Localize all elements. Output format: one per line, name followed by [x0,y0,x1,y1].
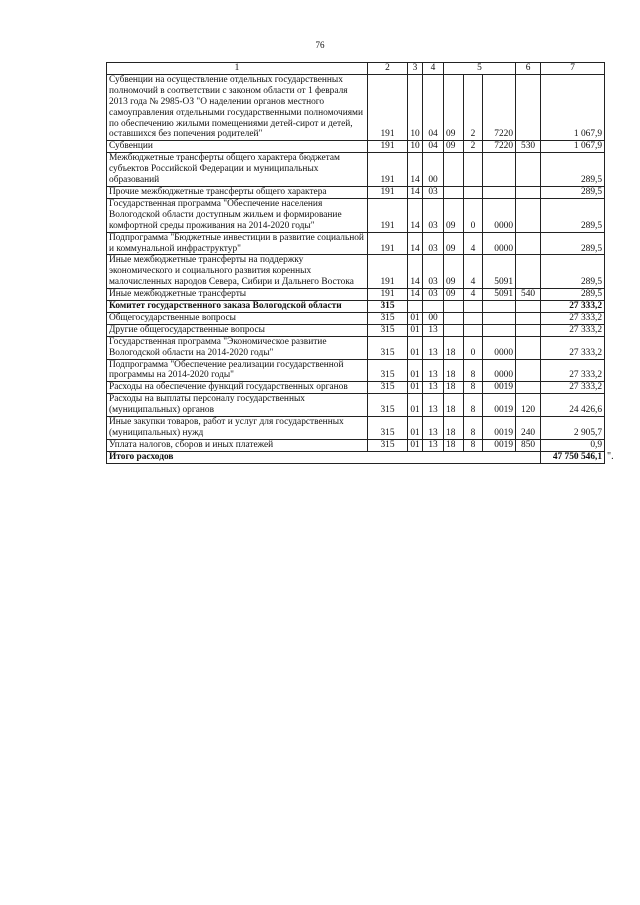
closing-quote: ". [607,450,614,462]
table-row [107,153,605,187]
direction-code: 0000 [483,359,516,382]
table-row [107,359,605,382]
amount: 0,9 [541,439,605,451]
subprogram-code: 4 [464,232,483,255]
program-code: 09 [444,255,464,289]
amount: 289,5 [541,153,605,187]
expense-type-code: 240 [516,417,541,440]
direction-code [483,186,516,198]
subsection-code: 03 [423,232,444,255]
subsection-code: 03 [423,289,444,301]
ministry-code: 191 [368,255,408,289]
direction-code: 7220 [483,74,516,140]
subprogram-code: 2 [464,141,483,153]
table-row [107,232,605,255]
table-row [107,324,605,336]
subprogram-code: 4 [464,255,483,289]
row-name: Межбюджетные трансферты общего характера бюджетам субъектов Российской Федерации и муниципальных образований [107,153,368,187]
table-row [107,417,605,440]
header-cell: 1 [107,63,368,75]
table-row [107,301,605,313]
program-code: 18 [444,417,464,440]
header-cell: 7 [541,63,605,75]
amount: 289,5 [541,255,605,289]
ministry-code: 191 [368,198,408,232]
subsection-code: 03 [423,198,444,232]
subprogram-code: 2 [464,74,483,140]
program-code [444,312,464,324]
subsection-code: 04 [423,141,444,153]
table-row [107,312,605,324]
amount: 2 905,7 [541,417,605,440]
subsection-code: 00 [423,153,444,187]
program-code: 18 [444,336,464,359]
direction-code: 0019 [483,417,516,440]
page-number: 76 [315,40,325,50]
expense-type-code [516,324,541,336]
subsection-code: 13 [423,382,444,394]
program-code: 09 [444,141,464,153]
program-code [444,301,464,313]
subsection-code: 13 [423,394,444,417]
table-row [107,255,605,289]
ministry-code: 315 [368,382,408,394]
direction-code: 0019 [483,439,516,451]
ministry-code: 315 [368,394,408,417]
table-row [107,336,605,359]
table-row [107,198,605,232]
subsection-code: 04 [423,74,444,140]
total-label: Итого расходов [107,451,541,463]
ministry-code: 315 [368,359,408,382]
direction-code: 0000 [483,232,516,255]
subsection-code: 03 [423,186,444,198]
subsection-code: 13 [423,417,444,440]
subsection-code: 00 [423,312,444,324]
row-name: Субвенции [107,141,368,153]
program-code: 18 [444,382,464,394]
amount: 27 333,2 [541,324,605,336]
direction-code: 5091 [483,255,516,289]
table-row [107,289,605,301]
amount: 289,5 [541,289,605,301]
section-code: 14 [408,186,423,198]
ministry-code: 315 [368,417,408,440]
expense-type-code [516,359,541,382]
direction-code [483,312,516,324]
direction-code: 7220 [483,141,516,153]
amount: 27 333,2 [541,312,605,324]
section-code: 01 [408,394,423,417]
section-code: 14 [408,153,423,187]
subprogram-code [464,186,483,198]
table-row [107,186,605,198]
ministry-code: 315 [368,312,408,324]
total-row [107,451,605,463]
section-code: 01 [408,312,423,324]
direction-code: 0000 [483,198,516,232]
subsection-code [423,301,444,313]
section-code: 14 [408,198,423,232]
amount: 27 333,2 [541,301,605,313]
row-name: Уплата налогов, сборов и иных платежей [107,439,368,451]
expense-type-code [516,74,541,140]
section-code: 01 [408,336,423,359]
expense-type-code [516,255,541,289]
subprogram-code [464,153,483,187]
table-row [107,74,605,140]
expense-type-code [516,301,541,313]
program-code: 18 [444,394,464,417]
section-code: 01 [408,417,423,440]
header-cell: 6 [516,63,541,75]
direction-code: 0000 [483,336,516,359]
table-row [107,439,605,451]
subsection-code: 13 [423,359,444,382]
amount: 289,5 [541,186,605,198]
subprogram-code [464,301,483,313]
ministry-code: 191 [368,186,408,198]
subprogram-code: 8 [464,382,483,394]
program-code: 18 [444,439,464,451]
row-name: Подпрограмма "Обеспечение реализации государственной программы на 2014-2020 годы" [107,359,368,382]
expense-type-code [516,186,541,198]
row-name: Субвенции на осуществление отдельных государственных полномочий в соответствии с законом области от 1 февраля 2013 года № 2985-ОЗ "О наделении органов местного самоуправления отдельными государственными полномочиями по обеспечению жилыми помещениями детей-сирот и детей, оставшихся без попечения родителей" [107,74,368,140]
row-name: Другие общегосударственные вопросы [107,324,368,336]
row-name: Иные межбюджетные трансферты [107,289,368,301]
section-code: 10 [408,74,423,140]
amount: 27 333,2 [541,382,605,394]
row-name: Подпрограмма "Бюджетные инвестиции в развитие социальной и коммунальной инфраструктур" [107,232,368,255]
expense-type-code: 540 [516,289,541,301]
section-code: 10 [408,141,423,153]
subsection-code: 03 [423,255,444,289]
expense-type-code: 120 [516,394,541,417]
direction-code [483,324,516,336]
expense-type-code [516,198,541,232]
section-code: 01 [408,439,423,451]
row-name: Государственная программа "Экономическое развитие Вологодской области на 2014-2020 годы" [107,336,368,359]
total-sum: 47 750 546,1 [541,451,605,463]
ministry-code: 191 [368,289,408,301]
row-name: Иные межбюджетные трансферты на поддержку экономического и социального развития коренных малочисленных народов Севера, Сибири и Дальнего Востока [107,255,368,289]
subsection-code: 13 [423,439,444,451]
amount: 1 067,9 [541,74,605,140]
row-name: Общегосударственные вопросы [107,312,368,324]
direction-code: 5091 [483,289,516,301]
amount: 27 333,2 [541,359,605,382]
amount: 24 426,6 [541,394,605,417]
subprogram-code: 4 [464,289,483,301]
subprogram-code: 0 [464,198,483,232]
amount: 289,5 [541,198,605,232]
subsection-code: 13 [423,336,444,359]
header-cell: 2 [368,63,408,75]
direction-code [483,153,516,187]
amount: 27 333,2 [541,336,605,359]
subprogram-code: 8 [464,394,483,417]
expense-type-code: 530 [516,141,541,153]
ministry-code: 191 [368,153,408,187]
expense-type-code [516,312,541,324]
ministry-code: 315 [368,301,408,313]
subprogram-code [464,312,483,324]
row-name: Комитет государственного заказа Вологодской области [107,301,368,313]
direction-code: 0019 [483,394,516,417]
row-name: Прочие межбюджетные трансферты общего характера [107,186,368,198]
expense-type-code [516,382,541,394]
table-row [107,382,605,394]
section-code: 14 [408,289,423,301]
direction-code [483,301,516,313]
ministry-code: 191 [368,232,408,255]
row-name: Иные закупки товаров, работ и услуг для государственных (муниципальных) нужд [107,417,368,440]
row-name: Расходы на обеспечение функций государственных органов [107,382,368,394]
subprogram-code: 8 [464,417,483,440]
program-code [444,153,464,187]
subsection-code: 13 [423,324,444,336]
header-cell: 3 [408,63,423,75]
program-code [444,324,464,336]
expense-type-code [516,336,541,359]
budget-table [106,62,605,464]
section-code [408,301,423,313]
row-name: Государственная программа "Обеспечение населения Вологодской области доступным жильем и формирование комфортной среды проживания на 2014-2020 годы" [107,198,368,232]
table-row [107,394,605,417]
subprogram-code: 8 [464,439,483,451]
section-code: 01 [408,324,423,336]
section-code: 14 [408,232,423,255]
program-code: 09 [444,232,464,255]
subprogram-code: 8 [464,359,483,382]
expense-type-code [516,153,541,187]
expense-type-code: 850 [516,439,541,451]
program-code [444,186,464,198]
header-row [107,63,605,75]
section-code: 14 [408,255,423,289]
program-code: 09 [444,198,464,232]
ministry-code: 191 [368,74,408,140]
ministry-code: 191 [368,141,408,153]
program-code: 18 [444,359,464,382]
program-code: 09 [444,74,464,140]
section-code: 01 [408,359,423,382]
amount: 289,5 [541,232,605,255]
ministry-code: 315 [368,324,408,336]
amount: 1 067,9 [541,141,605,153]
expense-type-code [516,232,541,255]
table-body [107,74,605,451]
section-code: 01 [408,382,423,394]
header-cell: 4 [423,63,444,75]
ministry-code: 315 [368,439,408,451]
row-name: Расходы на выплаты персоналу государственных (муниципальных) органов [107,394,368,417]
direction-code: 0019 [483,382,516,394]
subprogram-code [464,324,483,336]
header-cell: 5 [444,63,516,75]
subprogram-code: 0 [464,336,483,359]
program-code: 09 [444,289,464,301]
ministry-code: 315 [368,336,408,359]
table-row [107,141,605,153]
